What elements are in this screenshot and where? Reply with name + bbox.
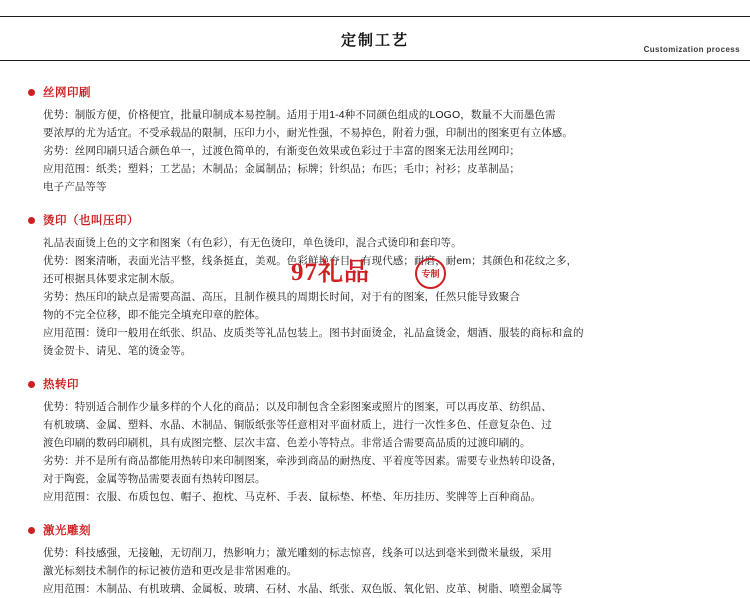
paragraph: 要浓厚的尤为适宜。不受承载品的限制，压印力小，耐光性强，不易掉色，附着力强，印制出的图案更有立体感。	[43, 127, 573, 139]
bullet-icon	[28, 527, 35, 534]
section-silkscreen	[22, 84, 732, 196]
paragraph: 劣势：热压印的缺点是需要高温、高压，且制作模具的周期长时间，对于有的图案，任然只能导致聚合	[43, 291, 520, 303]
section-hot-stamping	[22, 212, 732, 360]
bullet-icon	[28, 217, 35, 224]
paragraph: 还可根据具体要求定制木版。	[43, 273, 181, 285]
watermark-seal: 专制	[415, 258, 446, 289]
paragraph: 物的不完全位移，即不能完全填充印章的腔体。	[43, 309, 266, 321]
section-heading	[22, 212, 732, 228]
document-content	[0, 62, 750, 598]
paragraph: 优势：特别适合制作少量多样的个人化的商品；以及印制包含全彩图案或照片的图案，可以再皮革、纺织品、	[43, 401, 552, 413]
section-title: 烫印（也叫压印）	[43, 215, 139, 227]
bullet-icon	[28, 381, 35, 388]
section-title: 丝网印刷	[43, 87, 91, 99]
paragraph: 应用范围：木制品、有机玻璃、金属板、玻璃、石材、水晶、纸张、双色版、氧化铝、皮革、树脂、喷塑金属等	[43, 583, 563, 595]
paragraph: 烫金贺卡、请见、笔的烫金等。	[43, 345, 192, 357]
header-subtitle: Customization process	[643, 45, 740, 54]
header-rule-bottom	[0, 60, 750, 61]
bullet-icon	[28, 89, 35, 96]
paragraph: 优势：图案清晰，表面光洁平整，线条挺直，美观。色彩鲜艳夺目，有现代感；耐磨，耐em；其颜色和花纹之多，	[43, 255, 578, 267]
section-heading	[22, 376, 732, 392]
section-heading	[22, 84, 732, 100]
watermark-text: 97礼品	[291, 259, 371, 286]
header-rule-top	[0, 16, 750, 17]
paragraph: 应用范围：纸类；塑料；工艺品；木制品；金属制品；标牌；针织品；布匹；毛巾；衬衫；皮革制品；	[43, 163, 520, 175]
paragraph: 优势：制版方便，价格便宜，批量印制成本易控制。适用于用1-4种不同颜色组成的LOGO，数量不大而墨色需	[43, 109, 556, 121]
paragraph: 应用范围：衣服、布质包包、帽子、抱枕、马克杯、手表、鼠标垫、杯垫、年历挂历、奖牌等上百种商品。	[43, 491, 542, 503]
section-heading	[22, 522, 732, 538]
paragraph: 应用范围：烫印一般用在纸张、织品、皮质类等礼品包装上。图书封面烫金，礼品盒烫金，烟酒、服装的商标和盒的	[43, 327, 584, 339]
paragraph: 对于陶瓷，金属等物品需要表面有热转印图层。	[43, 473, 266, 485]
page-title: 定制工艺	[340, 32, 409, 49]
paragraph: 有机玻璃、金属、塑料、水晶、木制品、铜版纸张等任意相对平面材质上，进行一次性多色、任意复杂色、过	[43, 419, 552, 431]
section-thermal-transfer	[22, 376, 732, 506]
section-title: 热转印	[43, 379, 79, 391]
section-title: 激光雕刻	[43, 525, 91, 537]
paragraph: 劣势：并不是所有商品都能用热转印来印制图案，牵涉到商品的耐热度、平着度等因素。需要专业热转印设备，	[43, 455, 563, 467]
paragraph: 渡色印刷的数码印刷机，具有成图完整、层次丰富、色差小等特点。非常适合需要高品质的过渡印刷的。	[43, 437, 531, 449]
paragraph: 激光标刻技术制作的标记被仿造和更改是非常困难的。	[43, 565, 298, 577]
paragraph: 劣势：丝网印刷只适合颜色单一，过渡色简单的，有渐变色效果或色彩过于丰富的图案无法用丝网印；	[43, 145, 520, 157]
section-laser-engraving	[22, 522, 732, 598]
paragraph: 电子产品等等	[43, 181, 107, 193]
paragraph: 礼品表面烫上色的文字和图案（有色彩），有无色烫印，单色烫印，混合式烫印和套印等。	[43, 237, 462, 249]
document-header	[0, 0, 750, 62]
paragraph: 优势：科技感强，无接触，无切削刀，热影响力；激光雕刻的标志惊喜，线条可以达到毫米到微米量级，采用	[43, 547, 552, 559]
